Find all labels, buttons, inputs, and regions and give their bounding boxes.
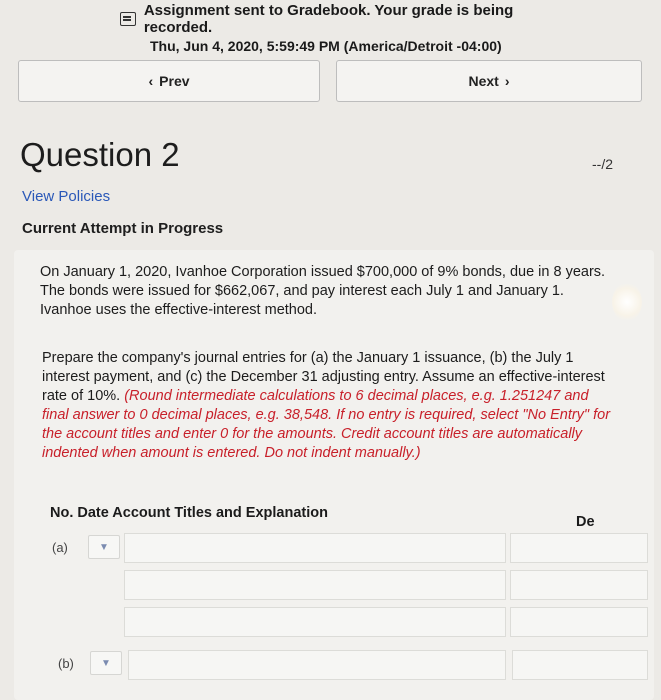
- question-score: --/2: [592, 156, 613, 172]
- rounding-instructions: (Round intermediate calculations to 6 decimal places, e.g. 1.251247 and final answer to 0 decimal places, e.g. 38,548. If no entry is required, select "No Entry" for the account titles and enter 0 for the amounts. Credit account titles are automatically indented when amount is entered. Do not indent manually.): [42, 388, 611, 461]
- debit-input[interactable]: [510, 607, 648, 637]
- chevron-right-icon: ›: [504, 73, 510, 89]
- row-label-b: (b): [58, 656, 74, 671]
- account-title-input[interactable]: [124, 533, 506, 563]
- prev-label: Prev: [159, 73, 190, 89]
- chevron-down-icon: ▼: [99, 541, 109, 553]
- date-select-b[interactable]: [90, 651, 122, 675]
- prev-button[interactable]: [18, 60, 320, 102]
- account-title-input[interactable]: [128, 650, 506, 680]
- date-select-a[interactable]: [88, 535, 120, 559]
- row-label-a: (a): [52, 540, 68, 555]
- chevron-left-icon: ‹: [148, 73, 154, 89]
- account-title-input[interactable]: [124, 607, 506, 637]
- debit-input[interactable]: [510, 533, 648, 563]
- instructions-text: Prepare the company's journal entries for (a) the January 1 issuance, (b) the July 1 interest payment, and (c) the December 31 adjusting entry. Assume an effective-interest rate of 10%.: [42, 350, 605, 404]
- question-title: Question 2: [20, 136, 180, 173]
- notice-timestamp: Thu, Jun 4, 2020, 5:59:49 PM (America/Detroit -04:00): [150, 38, 502, 54]
- table-header: No. Date Account Titles and Explanation: [50, 505, 328, 521]
- next-button[interactable]: [336, 60, 642, 102]
- view-policies-link[interactable]: View Policies: [22, 188, 111, 205]
- attempt-status: Current Attempt in Progress: [22, 220, 224, 237]
- chevron-down-icon: ▼: [101, 657, 111, 669]
- gradebook-icon: [120, 12, 136, 26]
- screen-glare: [612, 282, 642, 322]
- next-label: Next: [468, 73, 499, 89]
- problem-instructions: [42, 349, 612, 463]
- notice-message: Assignment sent to Gradebook. Your grade is being recorded.: [143, 2, 514, 36]
- debit-header: De: [576, 514, 595, 530]
- account-title-input[interactable]: [124, 570, 506, 600]
- gradebook-notice: [120, 2, 580, 54]
- debit-input[interactable]: [510, 570, 648, 600]
- debit-input[interactable]: [512, 650, 648, 680]
- problem-statement: On January 1, 2020, Ivanhoe Corporation issued $700,000 of 9% bonds, due in 8 years. The bonds were issued for $662,067, and pay interest each July 1 and January 1. Ivanhoe uses the effective-interest method.: [40, 264, 606, 318]
